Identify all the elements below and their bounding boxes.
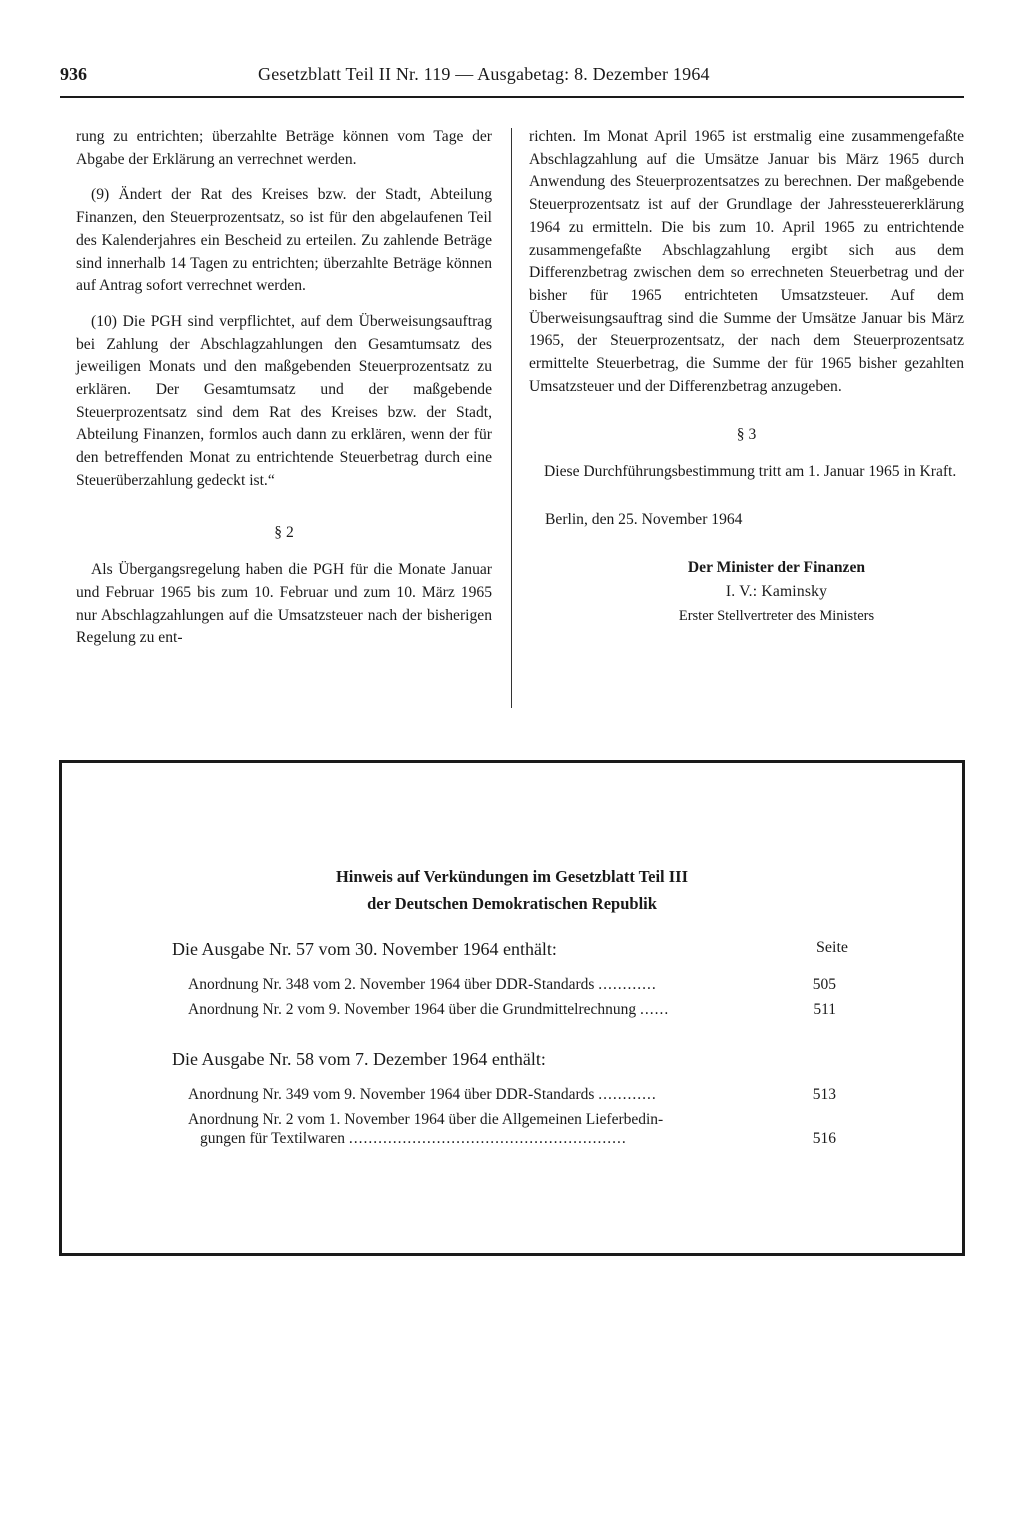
entry-page: 505 [812,976,836,993]
issue-heading: Die Ausgabe Nr. 58 vom 7. Dezember 1964 enthält: [172,1049,546,1069]
dot-leader: ...... [640,1001,670,1018]
page-column-label: Seite [816,939,848,956]
list-item [172,1085,848,1104]
gazette-title: Gesetzblatt Teil II Nr. 119 — Ausgabetag: 8. Dezember 1964 [258,64,710,84]
notice-heading-line-1: Hinweis auf Verkündungen im Gesetzblatt Teil III [335,867,689,886]
notice-heading-line-2: der Deutschen Demokratischen Republik [367,894,657,913]
section-3-heading: § 3 [736,426,757,444]
left-column [76,126,492,650]
section-2-heading: § 2 [274,523,294,541]
entry-title: Anordnung Nr. 2 vom 9. November 1964 über die Grundmittelrechnung [188,1001,637,1018]
entry-page: 516 [812,1130,836,1147]
signature-block [529,556,964,628]
section-3-text: Diese Durchführungsbestimmung tritt am 1. Januar 1965 in Kraft. [544,463,957,481]
entry-title: Anordnung Nr. 2 vom 1. November 1964 über die Allgemeinen Lieferbedin- [188,1111,664,1128]
dot-leader: ............ [598,1086,657,1103]
issue-heading: Die Ausgabe Nr. 57 vom 30. November 1964 enthält: [172,939,557,959]
entry-title: Anordnung Nr. 349 vom 9. November 1964 über DDR-Standards [188,1086,595,1103]
page-number: 936 [60,64,87,84]
dot-leader: ......................................................... [348,1130,627,1147]
issue-heading-row [172,939,848,969]
entry-title: Anordnung Nr. 348 vom 2. November 1964 über DDR-Standards [188,976,595,993]
notice-heading [62,863,962,917]
page-header [60,62,964,98]
section-2-continuation: richten. Im Monat April 1965 ist erstmalig eine zusammengefaßte Abschlagzahlung auf die Umsätze Januar bis März 1965 durch Anwendung des Steuerprozentsatzes zu berechnen. Der maßgebende Steuerprozentsatz ist auf der Grundlage der Jahressteuererklärung 1964 zu ermitteln. Die bis zum 10. April 1965 zu entrichtende zusammengefaßte Abschlagzahlung ergibt sich aus dem Differenzbetrag zwischen dem so errechneten Steuerbetrag und der bisher für 1965 entrichteten Umsatzsteuer. Auf dem Überweisungsauftrag sind die Summe der Umsätze Januar bis März 1965, der Steuerprozentsatz, der nach dem Steuerprozentsatz ermittelte Steuerbetrag, die Summe der für 1965 bisher gezahlten Umsatzsteuer und der Differenzbetrag anzugeben. [529,128,964,395]
minister-title: Der Minister der Finanzen [687,558,866,576]
paragraph-10: (10) Die PGH sind verpflichtet, auf dem Überweisungsauftrag bei Zahlung der Abschlagzahlungen den Gesamtumsatz des jeweiligen Monats und den maßgebenden Steuerprozentsatz zu erklären. Der Gesamtumsatz und der maßgebende Steuerprozentsatz sind dem Rat des Kreises bzw. der Stadt, Abteilung Finanzen, formlos auch dann zu erklären, wenn der für den betreffenden Monat zu entrichtende Steuerbetrag durch eine Steuerüberzahlung gedeckt ist.“ [76,312,492,489]
place-date: Berlin, den 25. November 1964 [545,510,743,528]
list-item [172,975,848,994]
issue-heading-row [172,1049,848,1079]
entry-title-cont: gungen für Textilwaren [200,1130,345,1147]
entry-page: 513 [812,1086,836,1103]
entry-title-continuation [188,1129,802,1148]
signer-name: I. V.: Kaminsky [725,582,828,600]
list-item [172,1110,848,1148]
list-item [172,1000,848,1019]
issue-58 [172,1049,848,1148]
notice-box [59,760,965,1256]
signer-role: Erster Stellvertreter des Ministers [678,607,875,624]
entry-page: 511 [813,1001,836,1018]
paragraph-9: (9) Ändert der Rat des Kreises bzw. der Stadt, Abteilung Finanzen, den Steuerprozentsatz, so ist für den abgelaufenen Teil des Kalenderjahres ein Bescheid zu erteilen. Zu zahlende Beträge sind innerhalb 14 Tagen zu entrichten; überzahlte Beträge können auf Antrag sofort verrechnet werden. [76,186,492,295]
issue-57 [172,939,848,1019]
paragraph-continuation: rung zu entrichten; überzahlte Beträge können vom Tage der Abgabe der Erklärung an verrechnet werden. [76,128,492,168]
dot-leader: ............ [598,976,657,993]
column-divider [511,128,512,708]
section-2-text: Als Übergangsregelung haben die PGH für die Monate Januar und Februar 1965 bis zum 10. Februar und zum 10. März 1965 nur Abschlagzahlungen auf die Umsatzsteuer nach der bisherigen Regelung zu ent- [76,561,492,647]
right-column [529,126,964,628]
